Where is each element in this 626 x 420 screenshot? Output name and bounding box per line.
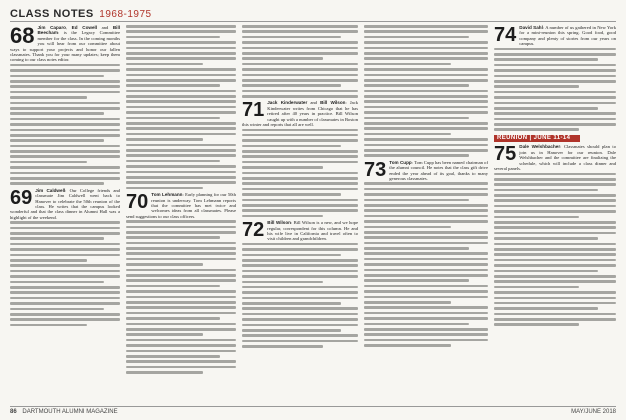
entry-text: A number of us gathered in New York for a mini-reunion this spring. Good food, good company and plenty of stories from our years on campus. <box>519 25 616 47</box>
entry-text: Early planning for our 50th reunion is underway. Tom Lehmann reports that the committee has met twice and welcomes ideas from all classmates. Please send suggestions to our class officers. <box>126 192 236 219</box>
publication-name: DARTMOUTH ALUMNI MAGAZINE <box>22 409 118 415</box>
reunion-banner: REUNION | JUNE 11-14 <box>494 135 580 142</box>
class-entry-69: 69 Jim Caldwell: Our College friends and classmate Jim Caldwell went back to Hanover to celebrate the 50th reunion of the class. He writes that the campus looked wonderful and that the class dinner in Alumni Hall was a highlight of the weekend. <box>10 186 120 220</box>
section-years: 1968-1975 <box>99 9 152 20</box>
entry-lead-name: Tom Lehmann <box>151 192 183 198</box>
column-4 <box>364 25 488 405</box>
filler-text-block <box>494 173 616 327</box>
section-title-text: CLASS NOTES <box>10 8 94 20</box>
class-entry-75: 75 Dale Welshbacher: Classmates should plan to join us in Hanover for our reunion. Dale Welshbacher and the committee are finalizing the schedule, which will include a class dinner and several panels. <box>494 143 616 172</box>
column-5 <box>494 25 616 405</box>
class-entry-71: 71 Jack Kinderwater and Bill Wilson: Jack Kinderwater writes from Chicago that he has retired after 40 years in practice. Bill Wilson caught up with a number of classmates in Boston this winter and reports that all are well. <box>242 99 358 128</box>
column-1 <box>10 25 120 405</box>
entry-lead-name: Ed Cowell <box>71 25 98 30</box>
entry-lead-name: Bill Wilson <box>320 100 346 106</box>
column-2 <box>126 25 236 405</box>
class-year-number: 74 <box>494 25 517 46</box>
entry-text: Classmates should plan to join us in Hanover for our reunion. Dale Welshbacher and the committee are finalizing the schedule, which will include a class dinner and several panels. <box>494 144 616 172</box>
issue-date: MAY/JUNE 2018 <box>571 409 616 415</box>
class-entry-74: 74 David Sahl: A number of us gathered in New York for a mini-reunion this spring. Good food, good company and plenty of stories from our years on campus. <box>494 25 616 47</box>
class-year-number: 72 <box>242 219 265 242</box>
page-number: 86 <box>10 409 17 415</box>
page-footer <box>0 406 626 420</box>
entry-text: is the Legacy Committee member for the class. In the coming months you will hear from our committee about ways to support your projects and honor our fallen classmates. Thank you for your many updates; keep them coming to our class notes editor. <box>10 30 120 63</box>
filler-text-block <box>242 243 358 348</box>
entry-lead-name: Bill Beecham <box>37 25 120 36</box>
footer-rule <box>10 406 616 407</box>
class-year-number: 70 <box>126 191 149 214</box>
class-entry-70: 70 Tom Lehmann: Early planning for our 50th reunion is underway. Tom Lehmann reports that the committee has met twice and welcomes ideas from all classmates. Please send suggestions to our class officers. <box>126 191 236 219</box>
class-entry-68: 68 Jim Caparo, Ed Cowell and Bill Beecham: is the Legacy Committee member for the class. In the coming months you will hear from our committee about ways to support your projects and honor our fallen classmates. Thank you for your many updates; keep them coming to our class notes editor. <box>10 25 120 63</box>
class-year-number: 75 <box>494 143 517 166</box>
entry-lead-name: Jim Caparo <box>37 25 66 30</box>
entry-lead-name: Dale Welshbacher <box>519 144 561 150</box>
filler-text-block <box>10 221 120 326</box>
entry-text: Tom Cupp has been named chairman of the alumni council. He notes that the class gift drive ended the year ahead of its goal, thanks to many generous classmates. <box>389 159 488 181</box>
class-entry-73: 73 Tom Cupp: Tom Cupp has been named chairman of the alumni council. He notes that the class gift drive ended the year ahead of its goal, thanks to many generous classmates. <box>364 158 488 181</box>
footer-left <box>10 409 118 415</box>
filler-text-block <box>364 25 488 157</box>
header-rule <box>10 21 616 22</box>
entry-text: Bill Wilson is a new, and we hope regular, correspondent for this column. He and his wife live in California and travel often to visit children and grandchildren. <box>267 220 358 242</box>
class-entry-72: 72 Bill Wilson: Bill Wilson is a new, and we hope regular, correspondent for this column. He and his wife live in California and travel often to visit children and grandchildren. <box>242 219 358 242</box>
page-header <box>0 0 626 24</box>
entry-lead-name: Bill Wilson <box>267 220 291 226</box>
class-year-number: 71 <box>242 99 265 122</box>
class-year-number: 69 <box>10 186 33 209</box>
filler-text-block <box>10 64 120 185</box>
section-title <box>10 8 152 20</box>
entry-lead-name: Tom Cupp <box>389 159 412 165</box>
class-year-number: 68 <box>10 25 35 48</box>
filler-text-block <box>242 25 358 98</box>
entry-lead-name: David Sahl <box>519 25 543 30</box>
filler-text-block <box>364 182 488 346</box>
entry-lead-name: Jack Kinderwater <box>267 100 308 106</box>
filler-text-block <box>242 129 358 218</box>
entry-text: Jack Kinderwater writes from Chicago that he has retired after 40 years in practice. Bill Wilson caught up with a number of classmates in Boston this winter and reports that all are well. <box>242 100 358 128</box>
column-3 <box>242 25 358 405</box>
entry-lead-name: Jim Caldwell <box>35 187 66 193</box>
filler-text-block <box>126 25 236 189</box>
filler-text-block <box>494 48 616 131</box>
entry-text: Our College friends and classmate Jim Caldwell went back to Hanover to celebrate the 50th reunion of the class. He writes that the campus looked wonderful and that the class dinner in Alumni Hall was a highlight of the weekend. <box>10 187 120 220</box>
class-year-number: 73 <box>364 158 387 181</box>
filler-text-block <box>126 220 236 374</box>
